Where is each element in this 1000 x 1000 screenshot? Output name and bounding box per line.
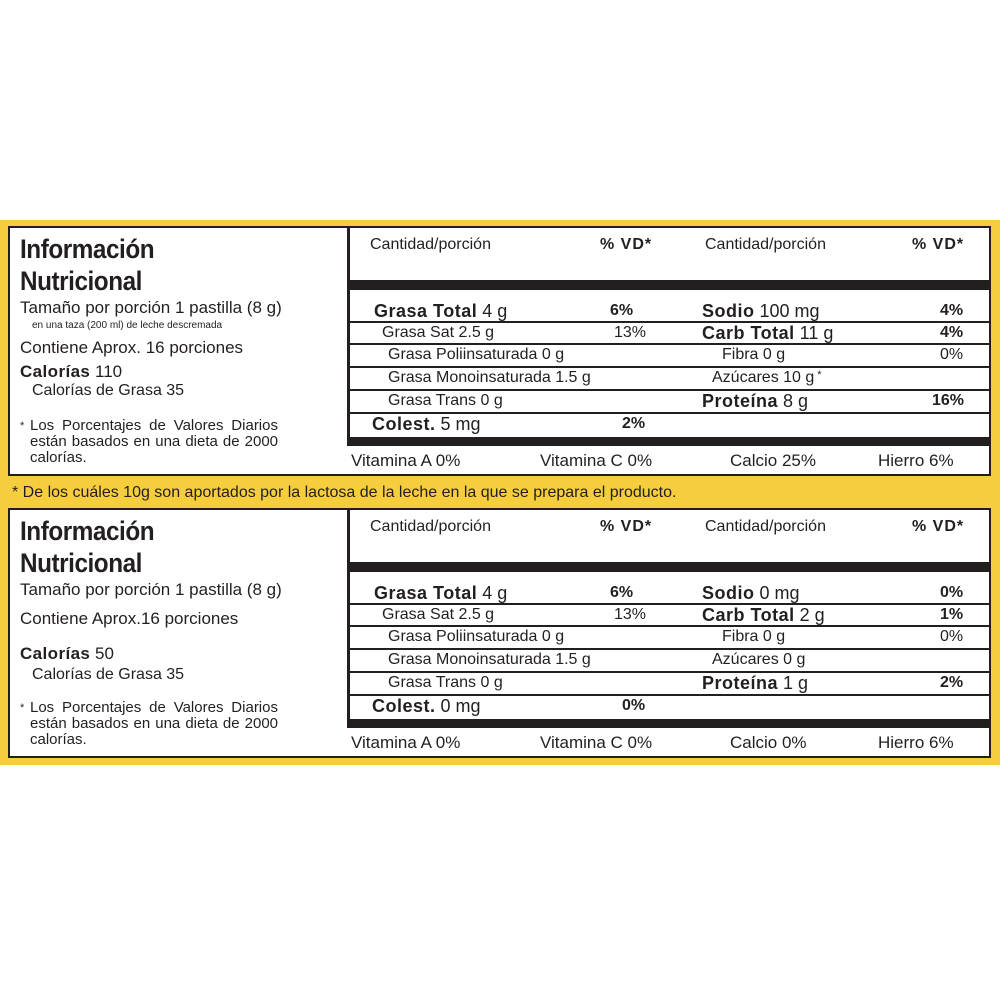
note-text: Los Porcentajes de Valores Diarios están basados en una dieta de 2000 calorías. (30, 417, 278, 466)
vitamin-c: Vitamina C 0% (540, 733, 653, 752)
calories (20, 644, 114, 664)
total-fat-pct: 6% (610, 302, 634, 319)
protein-pct: 2% (940, 674, 964, 691)
trans-fat: Grasa Trans 0 g (388, 674, 503, 691)
saturated-fat: Grasa Sat 2.5 g (382, 606, 495, 623)
panel-title-line2: Nutricional (20, 548, 142, 578)
amount-header-right: Cantidad/porción (705, 518, 826, 535)
servings-per-container: Contiene Aprox.16 porciones (20, 609, 239, 628)
vd-header-left: % VD* (600, 236, 653, 253)
sodium (702, 301, 820, 322)
fat-calories: Calorías de Grasa 35 (32, 666, 185, 683)
total-carb (702, 323, 833, 344)
total-carb-pct: 1% (940, 606, 964, 623)
protein-value: 8 g (778, 391, 809, 411)
cholesterol (372, 696, 481, 717)
total-carb-label: Carb Total (702, 605, 795, 625)
cholesterol-value: 0 mg (435, 696, 481, 716)
calories-label: Calorías (20, 362, 91, 381)
row-rule (350, 625, 989, 627)
total-fat-value: 4 g (477, 583, 508, 603)
sodium (702, 583, 800, 604)
calories-label: Calorías (20, 644, 91, 663)
thick-rule-top (350, 562, 989, 572)
sugars-value: Azúcares 10 g (712, 369, 815, 386)
saturated-fat: Grasa Sat 2.5 g (382, 324, 495, 341)
cholesterol-label: Colest. (372, 414, 436, 434)
note-text: Los Porcentajes de Valores Diarios están basados en una dieta de 2000 calorías. (30, 699, 278, 748)
total-fat-label: Grasa Total (374, 301, 478, 321)
total-fat (374, 583, 507, 604)
protein-label: Proteína (702, 391, 779, 411)
polyunsaturated-fat: Grasa Poliinsaturada 0 g (388, 346, 565, 363)
nutrient-table (350, 228, 989, 474)
row-rule (350, 671, 989, 673)
panel-summary (18, 510, 348, 756)
panel-title-line1: Información (20, 234, 155, 264)
total-fat (374, 301, 507, 322)
vd-header-left: % VD* (600, 518, 653, 535)
serving-size: Tamaño por porción 1 pastilla (8 g) (20, 580, 282, 599)
calories-value: 110 (90, 362, 123, 381)
calcium: Calcio 25% (730, 451, 816, 470)
row-rule (350, 366, 989, 368)
nutrition-panel-2 (8, 508, 991, 758)
trans-fat: Grasa Trans 0 g (388, 392, 503, 409)
sodium-pct: 0% (940, 584, 964, 601)
panel-summary (18, 228, 348, 474)
vitamin-a: Vitamina A 0% (351, 733, 461, 752)
vitamin-a: Vitamina A 0% (351, 451, 461, 470)
thick-rule-top (350, 280, 989, 290)
fat-calories: Calorías de Grasa 35 (32, 382, 185, 399)
thick-rule-bottom (350, 719, 989, 728)
row-rule (350, 343, 989, 345)
note-asterisk: * (20, 702, 25, 714)
protein-value: 1 g (778, 673, 809, 693)
sodium-value: 0 mg (754, 583, 800, 603)
saturated-fat-pct: 13% (614, 324, 647, 341)
total-carb (702, 605, 825, 626)
calories-value: 50 (90, 644, 114, 663)
row-rule (350, 603, 989, 605)
monounsaturated-fat: Grasa Monoinsaturada 1.5 g (388, 369, 591, 386)
row-rule (350, 321, 989, 323)
total-fat-value: 4 g (477, 301, 508, 321)
sugars (712, 369, 822, 387)
total-carb-label: Carb Total (702, 323, 795, 343)
nutrition-panel-1 (8, 226, 991, 476)
vd-header-right: % VD* (912, 236, 965, 253)
sodium-pct: 4% (940, 302, 964, 319)
iron: Hierro 6% (878, 451, 954, 470)
saturated-fat-pct: 13% (614, 606, 647, 623)
total-fat-label: Grasa Total (374, 583, 478, 603)
sugars-footnote-mark: * (817, 369, 822, 381)
cholesterol-pct: 2% (622, 415, 646, 432)
polyunsaturated-fat: Grasa Poliinsaturada 0 g (388, 628, 565, 645)
row-rule (350, 648, 989, 650)
amount-header-left: Cantidad/porción (370, 518, 491, 535)
total-carb-value: 2 g (794, 605, 825, 625)
protein-label: Proteína (702, 673, 779, 693)
servings-per-container: Contiene Aprox. 16 porciones (20, 338, 244, 357)
cholesterol-pct: 0% (622, 697, 646, 714)
monounsaturated-fat: Grasa Monoinsaturada 1.5 g (388, 651, 591, 668)
calcium: Calcio 0% (730, 733, 807, 752)
nutrient-table (350, 510, 989, 756)
total-carb-value: 11 g (794, 323, 834, 343)
fiber: Fibra 0 g (722, 346, 786, 363)
sodium-label: Sodio (702, 583, 755, 603)
cholesterol-value: 5 mg (435, 414, 481, 434)
cholesterol (372, 414, 481, 435)
row-rule (350, 389, 989, 391)
note-asterisk: * (20, 420, 25, 432)
fiber-pct: 0% (940, 628, 964, 645)
lactose-footnote: * De los cuáles 10g son aportados por la lactosa de la leche en la que se prepara el producto. (12, 484, 677, 501)
protein (702, 673, 808, 694)
protein-pct: 16% (932, 392, 965, 409)
thick-rule-bottom (350, 437, 989, 446)
amount-header-right: Cantidad/porción (705, 236, 826, 253)
serving-note: en una taza (200 ml) de leche descremada (32, 320, 223, 331)
iron: Hierro 6% (878, 733, 954, 752)
daily-values-note (20, 418, 278, 466)
cholesterol-label: Colest. (372, 696, 436, 716)
sodium-label: Sodio (702, 301, 755, 321)
total-fat-pct: 6% (610, 584, 634, 601)
sugars: Azúcares 0 g (712, 651, 806, 668)
daily-values-note (20, 700, 278, 748)
fiber-pct: 0% (940, 346, 964, 363)
protein (702, 391, 808, 412)
panel-title-line2: Nutricional (20, 266, 142, 296)
total-carb-pct: 4% (940, 324, 964, 341)
vd-header-right: % VD* (912, 518, 965, 535)
panel-title-line1: Información (20, 516, 155, 546)
sodium-value: 100 mg (754, 301, 820, 321)
fiber: Fibra 0 g (722, 628, 786, 645)
serving-size: Tamaño por porción 1 pastilla (8 g) (20, 298, 282, 317)
amount-header-left: Cantidad/porción (370, 236, 491, 253)
vitamin-c: Vitamina C 0% (540, 451, 653, 470)
calories (20, 362, 122, 382)
